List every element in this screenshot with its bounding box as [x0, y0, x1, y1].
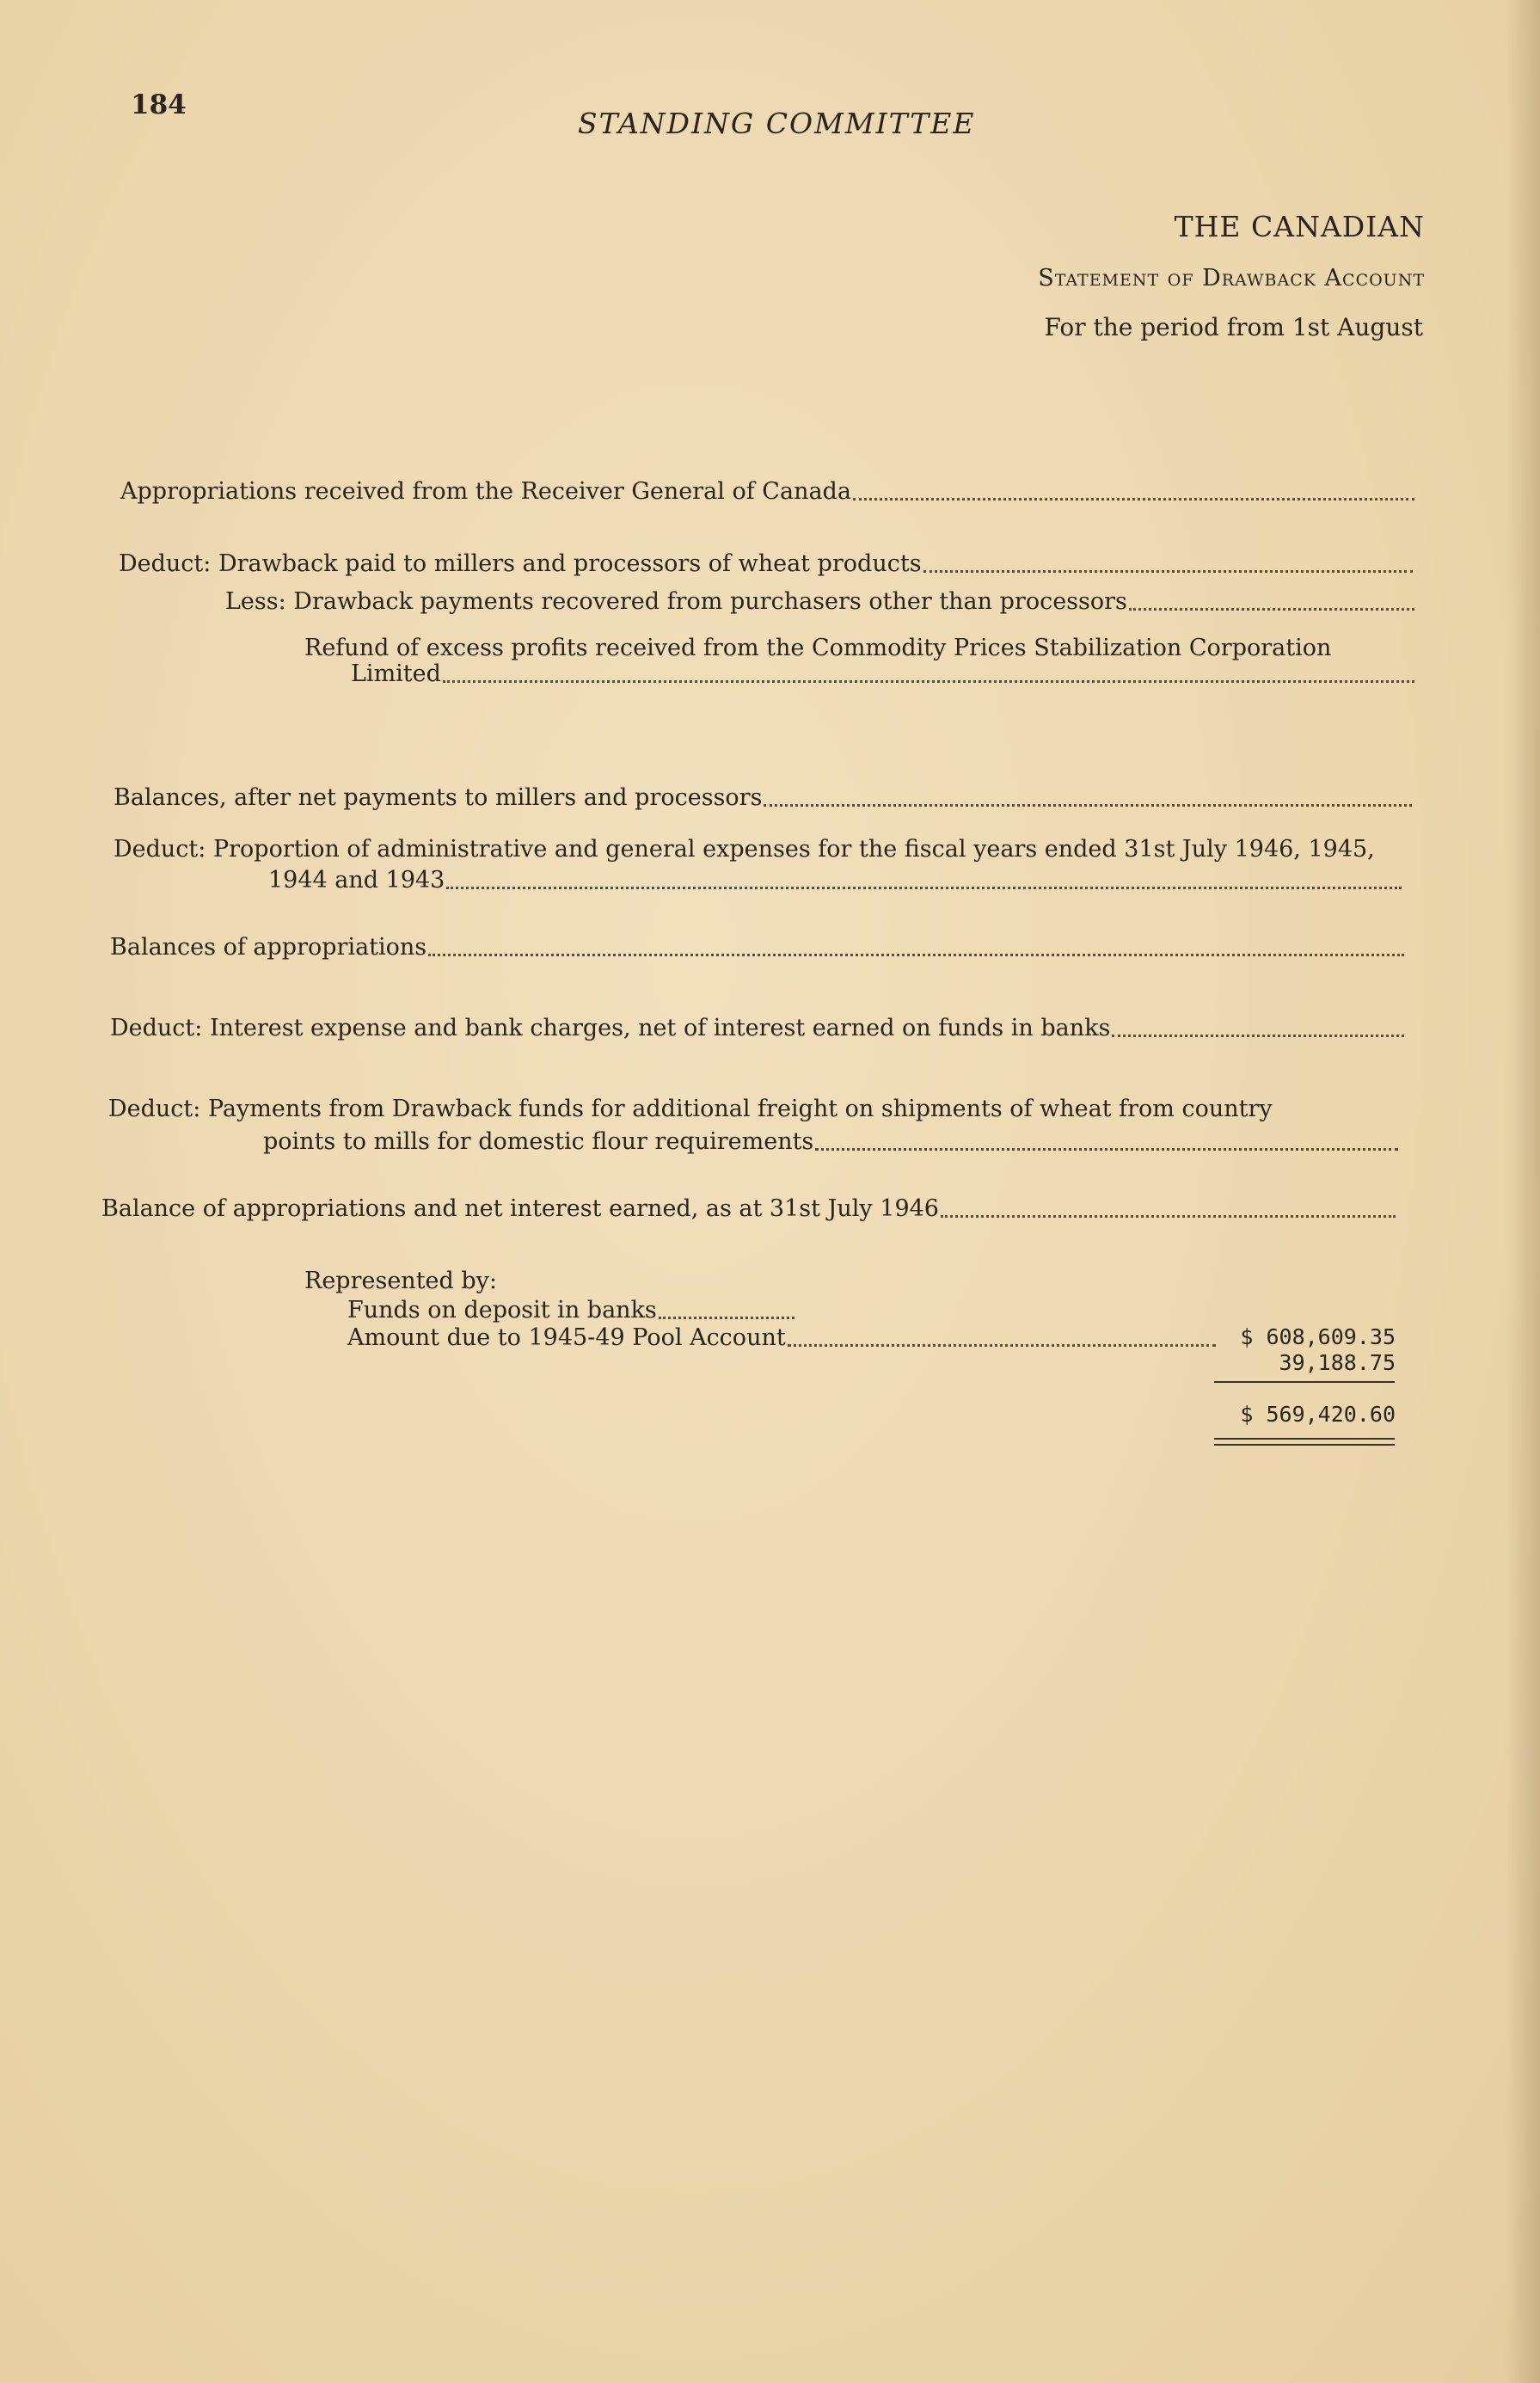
leader-dots: [659, 1317, 795, 1319]
leader-dots: [1112, 1035, 1404, 1037]
line-less-recovered: Less: Drawback payments recovered from purchasers other than processors: [225, 588, 1414, 616]
page-number: 184: [131, 89, 187, 120]
line-deduct-interest: Deduct: Interest expense and bank charges, net of interest earned on funds in banks: [110, 1015, 1404, 1042]
funds-amount: $ 608,609.35: [1240, 1324, 1396, 1349]
due-amount: 39,188.75: [1279, 1350, 1396, 1375]
line-balance-final: Balance of appropriations and net interest earned, as at 31st July 1946: [101, 1195, 1396, 1223]
running-head: STANDING COMMITTEE: [578, 107, 976, 140]
leader-dots: [443, 680, 1414, 683]
subtotal-rule: [1214, 1381, 1395, 1383]
statement-title: THE CANADIAN: [1174, 210, 1425, 243]
line-balances-appropriations: Balances of appropriations: [110, 934, 1404, 961]
leader-dots: [446, 887, 1402, 889]
leader-dots: [1129, 608, 1414, 611]
statement-period: For the period from 1st August: [1044, 313, 1423, 341]
page-edge-shadow: [1506, 0, 1540, 2383]
statement-subtitle: Statement of Drawback Account: [1038, 265, 1425, 292]
represented-heading: Represented by:: [304, 1268, 498, 1294]
line-funds-on-deposit: Funds on deposit in banks: [347, 1297, 795, 1324]
leader-dots: [853, 498, 1414, 501]
total-amount: $ 569,420.60: [1240, 1402, 1396, 1427]
leader-dots: [923, 570, 1413, 573]
line-deduct-freight-a: Deduct: Payments from Drawback funds for additional freight on shipments of wheat from country: [108, 1096, 1273, 1122]
line-refund-a: Refund of excess profits received from the Commodity Prices Stabilization Corporation: [304, 635, 1332, 661]
line-deduct-admin-b: 1944 and 1943: [268, 867, 1402, 894]
leader-dots: [788, 1344, 1216, 1347]
leader-dots: [764, 804, 1412, 807]
line-deduct-drawback: Deduct: Drawback paid to millers and processors of wheat products: [119, 550, 1413, 578]
line-appropriations: Appropriations received from the Receiver General of Canada: [120, 478, 1414, 506]
line-deduct-freight-b: points to mills for domestic flour requirements: [263, 1128, 1398, 1156]
line-amount-due: Amount due to 1945-49 Pool Account: [347, 1324, 1216, 1352]
leader-dots: [815, 1148, 1398, 1151]
line-refund-b: Limited: [351, 660, 1414, 688]
leader-dots: [428, 954, 1404, 956]
total-rule-lower: [1214, 1444, 1395, 1446]
line-deduct-admin-a: Deduct: Proportion of administrative and general expenses for the fiscal years ended 31st July 1946, 1945,: [114, 836, 1375, 863]
leader-dots: [941, 1215, 1396, 1218]
total-rule-upper: [1214, 1438, 1395, 1440]
line-balances-after: Balances, after net payments to millers and processors: [114, 784, 1412, 812]
